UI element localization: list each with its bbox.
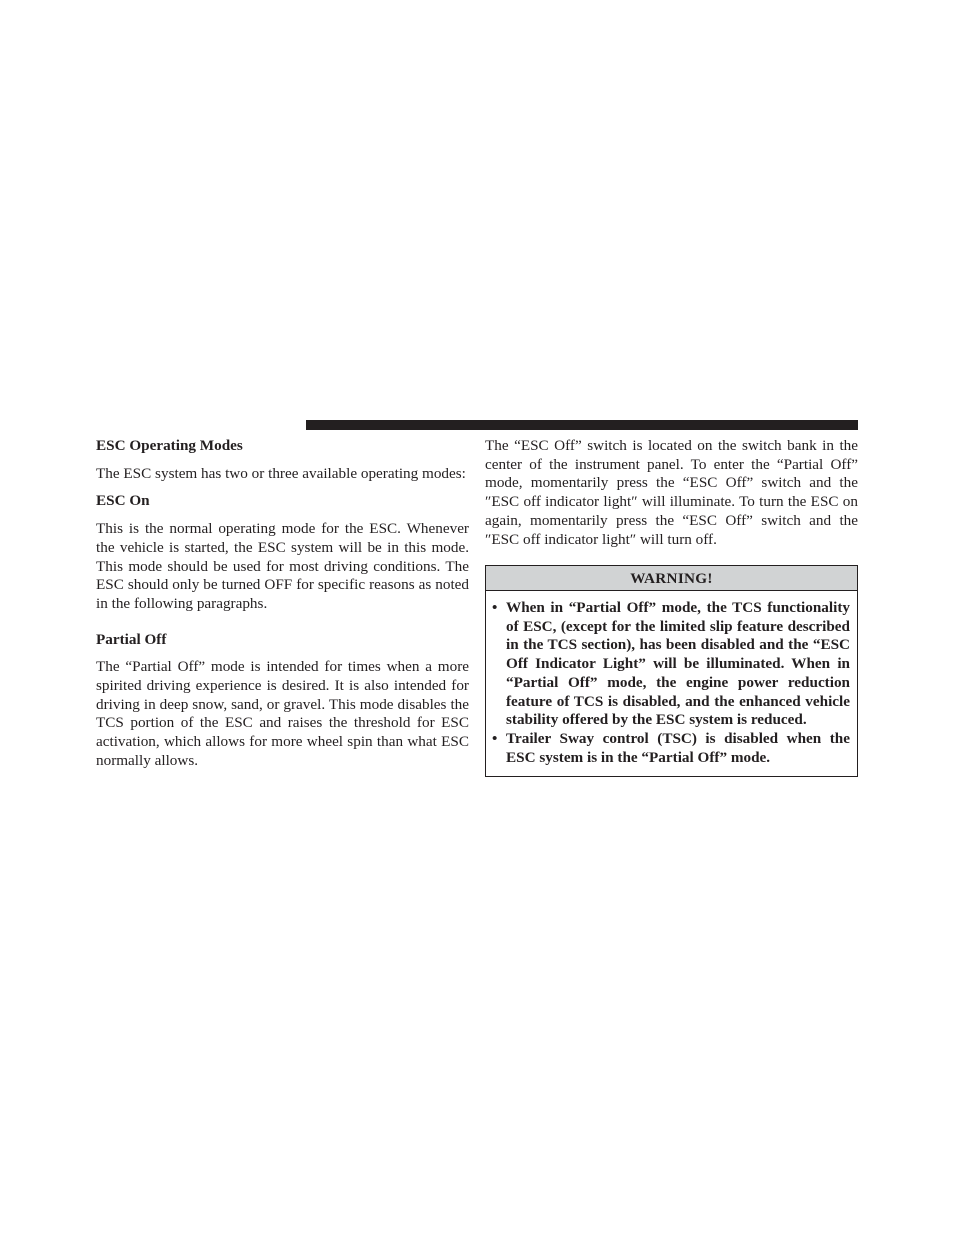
warning-item-text: Trailer Sway control (TSC) is disabled when the ESC system is in the “Partial Off” mode. xyxy=(506,729,850,766)
heading-esc-operating-modes: ESC Operating Modes xyxy=(96,437,243,454)
bullet-icon: • xyxy=(492,729,498,747)
intro-paragraph: The ESC system has two or three available operating modes: xyxy=(96,464,466,482)
warning-box xyxy=(485,565,858,777)
warning-item-text: When in “Partial Off” mode, the TCS functionality of ESC, (except for the limited slip feature described in the TCS section), has been disabled and the “ESC Off Indicator Light” will be illuminated. When in “Partial Off” mode, the engine power reduction feature of TCS is disabled, and the enhanced vehicle stability offered by the ESC system is reduced. xyxy=(506,599,850,729)
esc-on-paragraph: This is the normal operating mode for the ESC. Whenever the vehicle is started, the ESC system will be in this mode. This mode should be used for most driving conditions. The ESC should only be turned OFF for specific reasons as noted in the following paragraphs. xyxy=(96,520,469,612)
warning-item xyxy=(492,599,850,730)
heading-esc-on: ESC On xyxy=(96,492,150,510)
esc-off-switch-paragraph: The “ESC Off” switch is located on the switch bank in the center of the instrument panel. To enter the “Partial Off” mode, momentarily press the “ESC Off” switch and the ″ESC off indicator light″ will illuminate. To turn the ESC on again, momentarily press the “ESC Off” switch and the ″ESC off indicator light″ will turn off. xyxy=(485,437,858,548)
warning-title: WARNING! xyxy=(486,566,857,591)
warning-item xyxy=(492,730,850,767)
section-header-rule xyxy=(306,420,858,430)
right-column xyxy=(485,437,858,549)
bullet-icon: • xyxy=(492,599,498,616)
heading-partial-off: Partial Off xyxy=(96,630,167,648)
left-column xyxy=(96,437,469,771)
warning-list xyxy=(486,591,857,776)
partial-off-paragraph: The “Partial Off” mode is intended for times when a more spirited driving experience is desired. It is also intended for driving in deep snow, sand, or gravel. This mode disables the TCS portion of the ESC and raises the threshold for ESC activation, which allows for more wheel spin than what ESC normally allows. xyxy=(96,658,469,769)
